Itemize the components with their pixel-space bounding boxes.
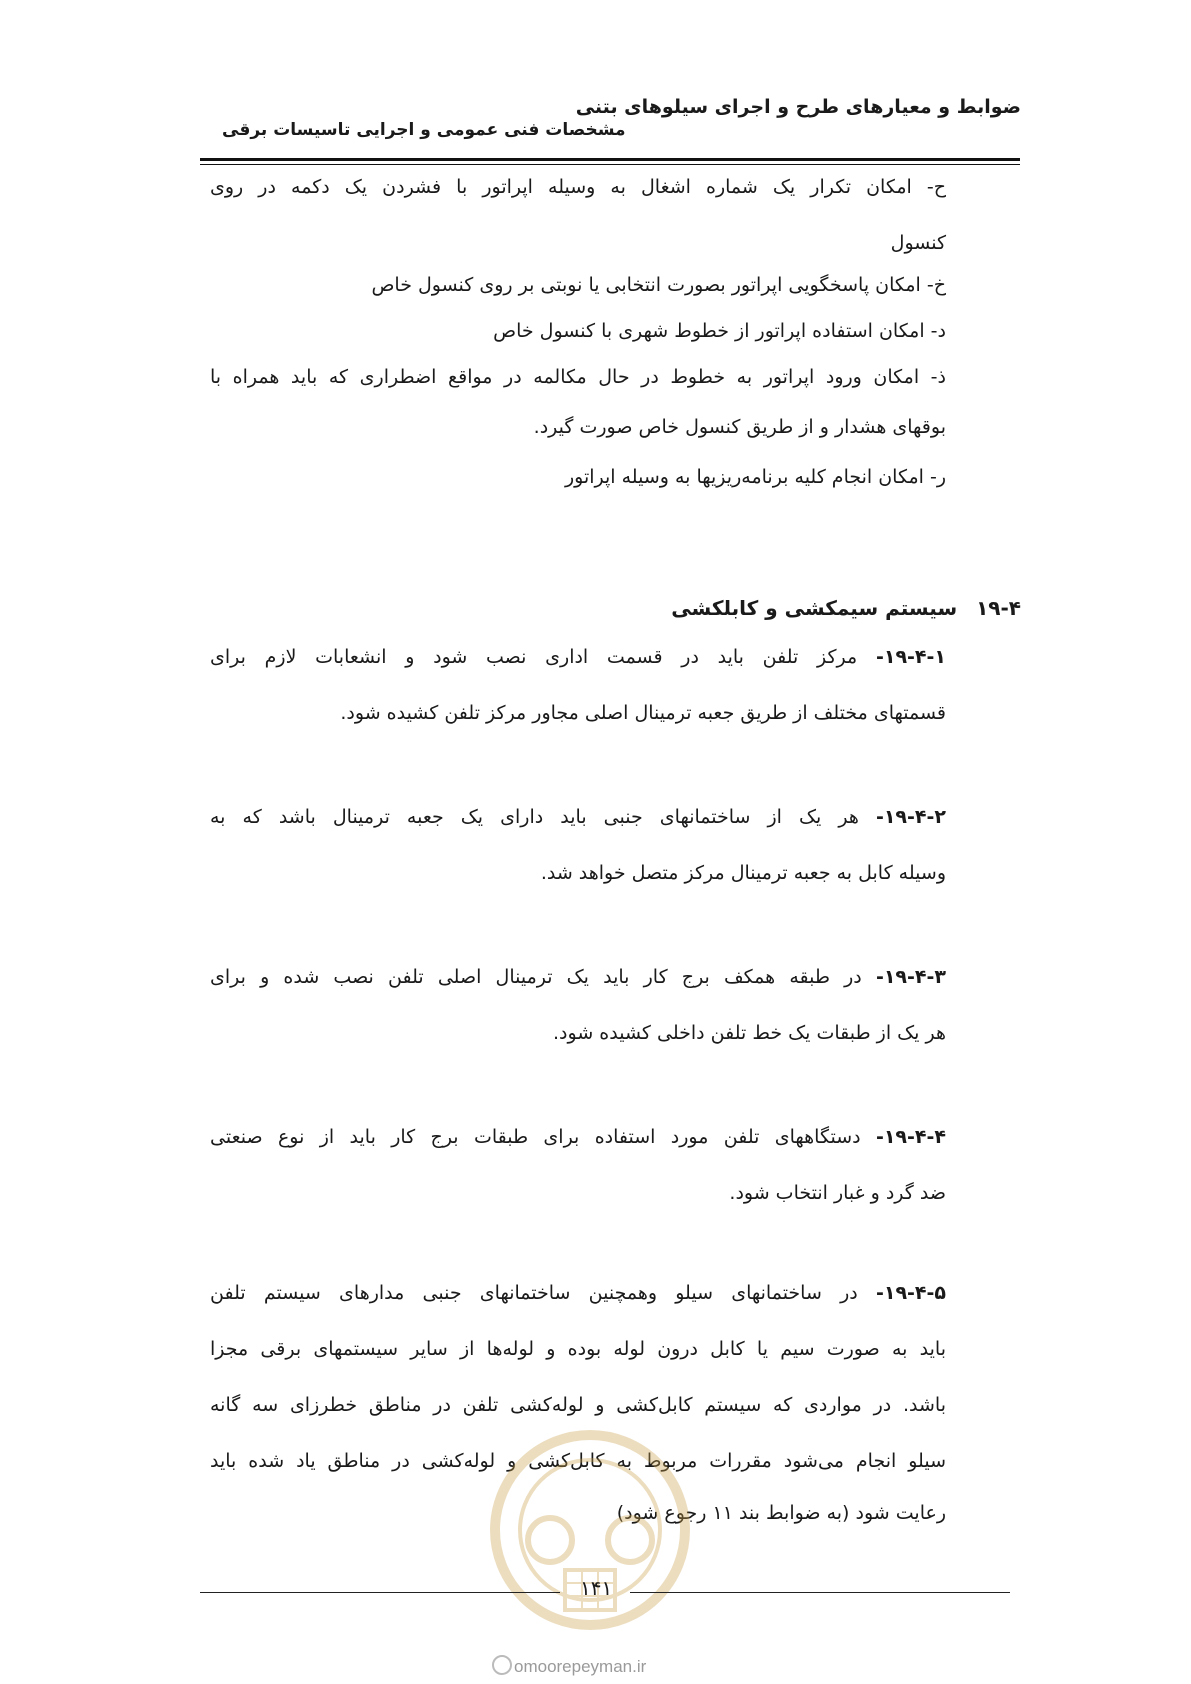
paragraph-line: هر یک از طبقات یک خط تلفن داخلی کشیده شود. (553, 1022, 946, 1044)
list-item: کنسول (890, 232, 946, 254)
paragraph (210, 1126, 946, 1226)
at-icon (492, 1655, 512, 1675)
paragraph-number: ۱۹-۴-۵- (875, 1282, 947, 1304)
paragraph-line: ۱۹-۴-۳- در طبقه همکف برج کار باید یک ترمینال اصلی تلفن نصب شده و برای (210, 966, 946, 988)
list-item: ح- امکان تکرار یک شماره اشغال به وسیله اپراتور با فشردن یک دکمه در روی (210, 176, 946, 198)
section-title: سیستم سیمکشی و کابلکشی (671, 596, 958, 620)
paragraph-number: ۱۹-۴-۳- (875, 966, 946, 988)
header-chapter-title: مشخصات فنی عمومی و اجرایی تاسیسات برقی (222, 120, 626, 140)
paragraph-line: ۱۹-۴-۱- مرکز تلفن باید در قسمت اداری نصب شود و انشعابات لازم برای (210, 646, 947, 668)
paragraph-line: ۱۹-۴-۵- در ساختمانهای سیلو وهمچنین ساختمانهای جنبی مدارهای سیستم تلفن (210, 1282, 947, 1304)
paragraph (210, 806, 946, 906)
list-item: خ- امکان پاسخگویی اپراتور بصورت انتخابی یا نوبتی بر روی کنسول خاص (371, 274, 946, 296)
paragraph-number: ۱۹-۴-۴- (875, 1126, 946, 1148)
header-rule-thick (200, 158, 1020, 161)
paragraph (210, 646, 946, 746)
feature-list (210, 176, 946, 516)
site-watermark: omoorepeyman.ir (492, 1655, 646, 1677)
list-item: ر- امکان انجام کلیه برنامه‌ریزیها به وسیله اپراتور (564, 466, 946, 488)
paragraph-line: سیلو انجام می‌شود مقررات مربوط به کابل‌کشی و لوله‌کشی در مناطق یاد شده باید (210, 1450, 946, 1472)
paragraph-line: ۱۹-۴-۴- دستگاههای تلفن مورد استفاده برای طبقات برج کار باید از نوع صنعتی (210, 1126, 946, 1148)
paragraph (210, 966, 946, 1066)
section-heading (671, 596, 1021, 620)
page-number: ۱۴۱ (580, 1576, 613, 1600)
paragraph-line: ضد گرد و غبار انتخاب شود. (729, 1182, 946, 1204)
paragraph-line: رعایت شود (به ضوابط بند ۱۱ رجوع شود) (616, 1502, 946, 1524)
paragraph-number: ۱۹-۴-۲- (875, 806, 946, 828)
header-rule-thin (200, 164, 1020, 165)
watermark-emblem-icon (470, 1420, 710, 1660)
list-item: ذ- امکان ورود اپراتور به خطوط در حال مکالمه در مواقع اضطراری که باید همراه با (210, 366, 946, 388)
header-book-title: ضوابط و معیارهای طرح و اجرای سیلوهای بتنی (575, 96, 1021, 118)
footer-rule-right (630, 1592, 1010, 1593)
paragraph-line: باید به صورت سیم یا کابل درون لوله بوده و لوله‌ها از سایر سیستمهای برقی مجزا (210, 1338, 946, 1360)
paragraph-line: قسمتهای مختلف از طریق جعبه ترمینال اصلی مجاور مرکز تلفن کشیده شود. (340, 702, 946, 724)
section-number: ۱۹-۴ (976, 596, 1021, 620)
paragraph-line: وسیله کابل به جعبه ترمینال مرکز متصل خواهد شد. (540, 862, 946, 884)
list-item: د- امکان استفاده اپراتور از خطوط شهری با کنسول خاص (493, 320, 946, 342)
paragraph-number: ۱۹-۴-۱- (875, 646, 947, 668)
footer-rule-left (200, 1592, 560, 1593)
paragraph-line: ۱۹-۴-۲- هر یک از ساختمانهای جنبی باید دارای یک جعبه ترمینال باشد که به (210, 806, 946, 828)
paragraph-line: باشد. در مواردی که سیستم کابل‌کشی و لوله‌کشی تلفن در مناطق خطرزای سه گانه (210, 1394, 946, 1416)
list-item: بوقهای هشدار و از طریق کنسول خاص صورت گیرد. (533, 416, 946, 438)
